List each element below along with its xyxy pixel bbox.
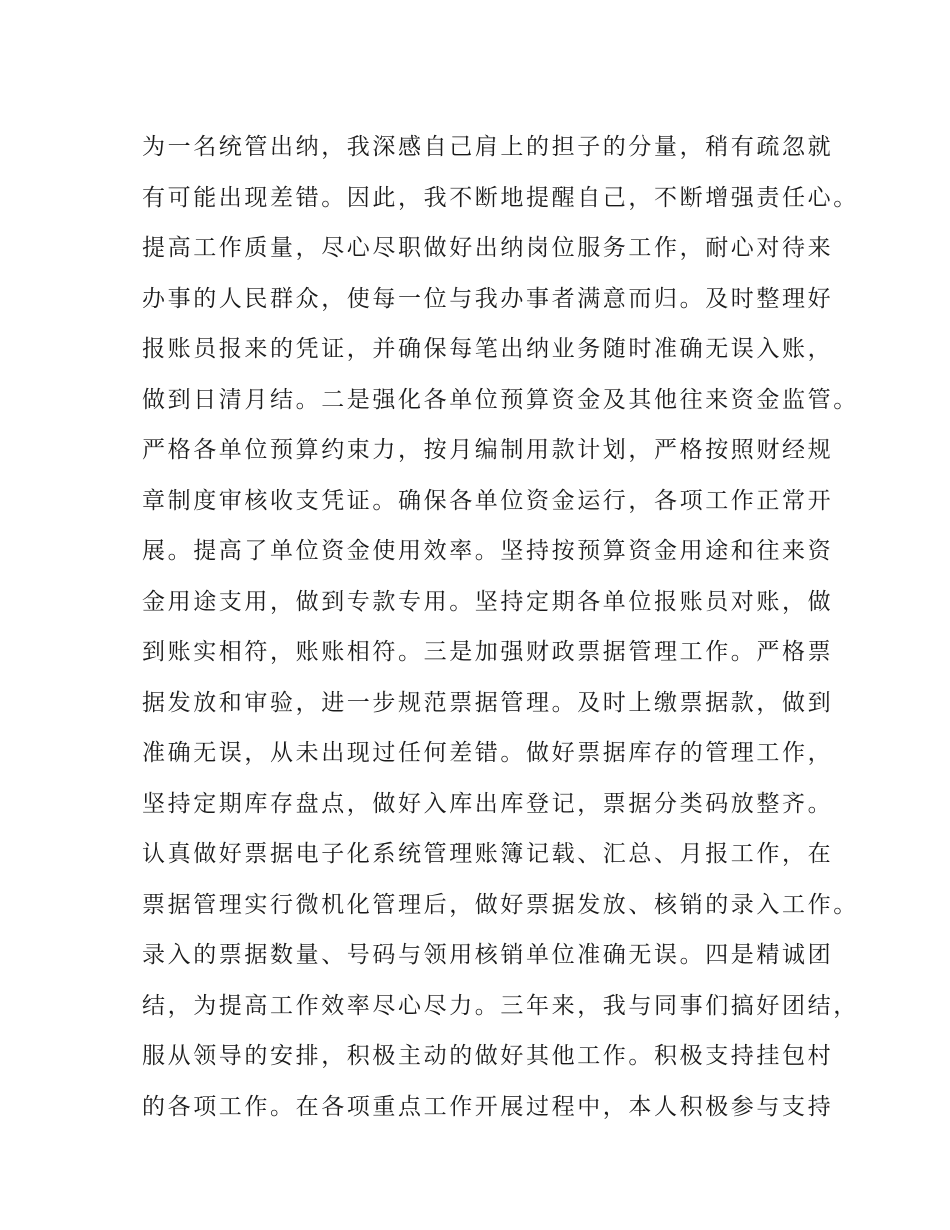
text-line: 有可能出现差错。因此，我不断地提醒自己，不断增强责任心。 — [142, 184, 859, 211]
text-line: 提高工作质量，尽心尽职做好出纳岗位服务工作，耐心对待来 — [142, 235, 834, 261]
text-line: 票据管理实行微机化管理后，做好票据发放、核销的录入工作。 — [142, 891, 859, 918]
text-line: 到账实相符，账账相符。三是加强财政票据管理工作。严格票 — [142, 639, 834, 665]
text-line: 准确无误，从未出现过任何差错。做好票据库存的管理工作， — [142, 740, 834, 766]
text-line: 严格各单位预算约束力，按月编制用款计划，严格按照财经规 — [142, 437, 834, 463]
body-text — [142, 122, 859, 1132]
text-line: 章制度审核收支凭证。确保各单位资金运行，各项工作正常开 — [142, 487, 834, 514]
text-line: 服从领导的安排，积极主动的做好其他工作。积极支持挂包村 — [142, 1043, 834, 1069]
text-line: 金用途支用，做到专款专用。坚持定期各单位报账员对账，做 — [142, 588, 834, 615]
text-line: 办事的人民群众，使每一位与我办事者满意而归。及时整理好 — [142, 285, 834, 312]
text-line: 为一名统管出纳，我深感自己肩上的担子的分量，稍有疏忽就 — [142, 134, 834, 160]
text-line: 报账员报来的凭证，并确保每笔出纳业务随时准确无误入账， — [142, 336, 834, 362]
text-line: 做到日清月结。二是强化各单位预算资金及其他往来资金监管。 — [142, 386, 859, 413]
text-line: 据发放和审验，进一步规范票据管理。及时上缴票据款，做到 — [142, 689, 834, 716]
text-line: 坚持定期库存盘点，做好入库出库登记，票据分类码放整齐。 — [142, 790, 834, 817]
text-line: 结，为提高工作效率尽心尽力。三年来，我与同事们搞好团结， — [142, 992, 859, 1019]
text-line: 录入的票据数量、号码与领用核销单位准确无误。四是精诚团 — [142, 942, 834, 968]
text-line: 认真做好票据电子化系统管理账簿记载、汇总、月报工作，在 — [142, 841, 834, 867]
text-line: 展。提高了单位资金使用效率。坚持按预算资金用途和往来资 — [142, 538, 834, 564]
text-line: 的各项工作。在各项重点工作开展过程中，本人积极参与支持 — [142, 1093, 834, 1120]
